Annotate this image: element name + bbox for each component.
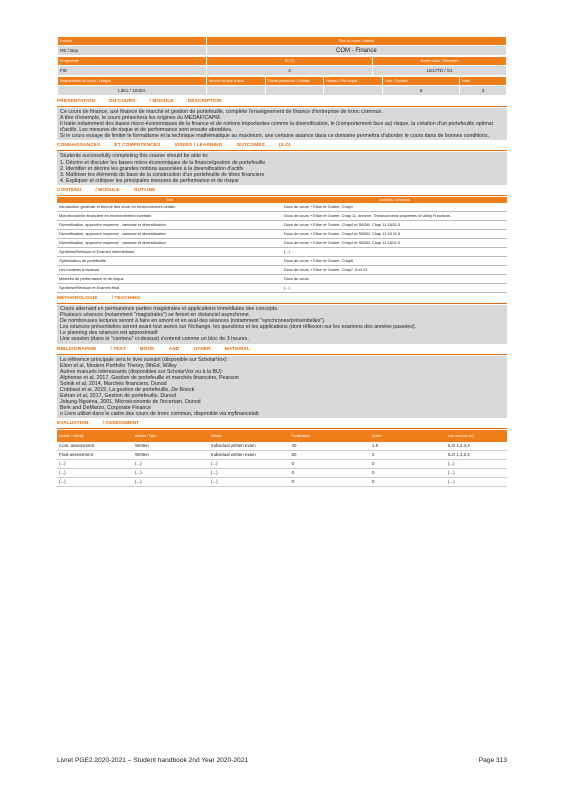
section-title-content: CONTENU / MODULE OUTLINE bbox=[57, 187, 507, 196]
evaluation-col-header: Durée bbox=[370, 430, 446, 442]
table-row: Diversification, approche moyenne - variance et diversification Docs de cours + Elton et Gruber, Chap4 et SBDM, Chap 11.18 11.5 bbox=[57, 229, 507, 238]
header-value: LEC/TD / S1 bbox=[373, 66, 507, 76]
evaluation-col-header: Pondération bbox=[290, 430, 371, 442]
content-col-header: Titre bbox=[57, 197, 282, 203]
header-value: LIEU / 1030A bbox=[58, 86, 207, 96]
presentation-text: Ce cours de finance, axé finance de marché et gestion de portefeuille, complète l'enseignement de finance d'entreprise de tronc commun. A titre d'exemple, le cours présentera les origines du MEDAF/CAPM. Il traite notamment des bases micro-économiques de la finance et de notions importantes comme la diversification, le (comportement face au) risque, la création d'un portefeuille optimal d'actifs. Les mesures de risque et de performance sont ensuite abordées. Si le cours essaye de limiter le formalisme et la technique mathématique au maximum, une certaine aisance dans ce domaine permettra d'aborder le cours dans de bonnes conditions. bbox=[57, 108, 507, 140]
evaluation-col-header: Lien avec les ILO bbox=[446, 430, 507, 442]
header-label: Lieu / Contact bbox=[383, 77, 460, 86]
table-row: (...) (...) (...) 0 0 (...) bbox=[57, 460, 507, 469]
table-row: (...) (...) (...) 0 0 (...) bbox=[57, 478, 507, 487]
header-label: Programme bbox=[58, 57, 207, 66]
table-row: Cont. assessment Written Individual written exam 40 1.5 ILO 1,2,3,4 bbox=[57, 442, 507, 451]
header-label: Note bbox=[460, 77, 507, 86]
methodology-text: Cours alternant en permanence parties magistrales et applications immédiates des concepts. Plusieurs séances (notamment "magistrales") se feront en distanciel asynchrone. De nombreuses lectures seront à faire en amont et en aval des séances (notamment "synchrones/présentielles"). Les séances présentielles seront avant tout axées sur l'échange, les questions et les applications (dont réflexion sur les examens des années passées). Le planning des séances est approximatif Une session (dans le "contenu" ci-dessus) s'entend comme un bloc de 3 heures. bbox=[57, 305, 507, 344]
table-row: Synthèse/Révision et Examen final (...) bbox=[57, 283, 507, 292]
header-value bbox=[206, 86, 265, 96]
table-row: Diversification, approche moyenne - variance et diversification Docs de cours + Elton et Gruber, Chap4 et SBDM, Chap 11.18/11.5 bbox=[57, 238, 507, 247]
header-value: 4 bbox=[206, 66, 373, 76]
section-title-ilo: CONNAISSANCES ET COMPETENCES VISEES / LEARNING OUTCOMES (ILO) bbox=[57, 142, 507, 151]
content-table bbox=[57, 197, 507, 293]
evaluation-col-header: Détails bbox=[209, 430, 290, 442]
table-row: Introduction générale et théorie des choix en environnement certain Docs de cours + Elton et Gruber, Chap1 bbox=[57, 203, 507, 212]
header-label: Durée totale / Semestre bbox=[373, 57, 507, 66]
evaluation-table bbox=[57, 430, 507, 487]
section-title-presentation: PRESENTATION DU COURS / MODULE DESCRIPTION bbox=[57, 98, 507, 107]
table-row: Les modèles à facteurs Docs de cours + Elton et Gruber, Chap7, 8 et 13 bbox=[57, 265, 507, 274]
course-header-table-3 bbox=[57, 76, 507, 96]
course-header-table-2 bbox=[57, 56, 507, 76]
table-row: Optimisation de portefeuille Docs de cours + Elton et Gruber, Chap6 bbox=[57, 256, 507, 265]
section-title-evaluation: EVALUATION / ASSESSMENT bbox=[57, 420, 507, 429]
header-label: Heures de face à face bbox=[206, 77, 265, 86]
header-value: RE / Bay bbox=[58, 46, 207, 56]
header-label: ECTS bbox=[206, 57, 373, 66]
content-col-header: Activités / Lectures bbox=[282, 197, 507, 203]
header-value bbox=[324, 86, 383, 96]
header-label: Responsable du cours / Langue bbox=[58, 77, 207, 86]
header-label: Niveau / Pré-requis bbox=[324, 77, 383, 86]
page-footer bbox=[57, 757, 507, 764]
table-row: Diversification, approche moyenne - variance et diversification Docs de cours + Elton et Gruber, Chap4 et SBDM, Chap 11.18/11.5 bbox=[57, 220, 507, 229]
bibliography-text: La référence principale sera le livre suivant (disponible sur ScholarVox) : Elton et al, Modern Portfolio Theory, 9thEd, Willey Autres manuels intéressants (disponibles sur ScholarVox ou à la BU): Alphonse et al, 2017, Gestion de portefeuille et marchés financiers, Pearson Solnik et al, 2014, Marchés financiers, Dunod Cobbaut et al, 2015, La gestion de portefeuille, De Boeck Estran et al, 2017, Gestion de portefeuille, Dunod Jokung-Nguéna, 2001, Microéconomie de l'incertain, Dunod Berk and DeMarzo, Corporate Finance o Livre utilisé dans le cadre des cours de tronc commun, disponible via myfinancelab bbox=[57, 356, 507, 419]
table-row: Mesures de performance et de risque Docs de cours bbox=[57, 274, 507, 283]
table-row: (...) (...) (...) 0 0 (...) bbox=[57, 469, 507, 478]
course-title: COM - Finance bbox=[206, 46, 506, 56]
header-label: Travail personnel / Crédits bbox=[265, 77, 324, 86]
header-value: 8 bbox=[383, 86, 460, 96]
header-value: FIE bbox=[58, 66, 207, 76]
ilo-text: Students successfully completing this course should be able to: 1. Décrire et discuter les bases micro-économiques de la finance/gestion de portefeuille 2. Identifier et décrire les grandes notions associées à la diversification d'actifs 3. Maîtriser les éléments de base de la construction d'un portefeuille de titres financiers 4. Expliquer et critiquer les principales mesures de performance et de risque bbox=[57, 152, 507, 184]
header-label: Faculté bbox=[58, 37, 207, 46]
course-sheet bbox=[57, 36, 507, 487]
header-value: 3 bbox=[460, 86, 507, 96]
header-label: Titre du cours / Intitulé bbox=[206, 37, 506, 46]
header-value bbox=[265, 86, 324, 96]
evaluation-col-header: Activité / Activity bbox=[57, 430, 133, 442]
footer-page-number: Page 313 bbox=[478, 757, 507, 764]
footer-handbook-title: Livret PGE2 2020-2021 – Student handbook 2nd Year 2020-2021 bbox=[57, 757, 249, 764]
course-header-table bbox=[57, 36, 507, 56]
section-title-bibliography: BIBLIOGRAPHIE / TEXT BOOK AND OTHER MATERIAL bbox=[57, 346, 507, 355]
table-row: Microéconomie financière en environnement incertain Docs de cours + Elton et Gruber, Chap 11, annexe, Theoeconomic properties of Utility Functions. bbox=[57, 211, 507, 220]
table-row: Final assessment Written Individual written exam 60 2 ILO 1,2,3,4 bbox=[57, 451, 507, 460]
table-row: Synthèse/Révision et Examen intermédiaire (...) bbox=[57, 247, 507, 256]
section-title-methodology: METHODOLOGIE / TEACHING bbox=[57, 295, 507, 304]
evaluation-col-header: Activité / Type bbox=[133, 430, 209, 442]
